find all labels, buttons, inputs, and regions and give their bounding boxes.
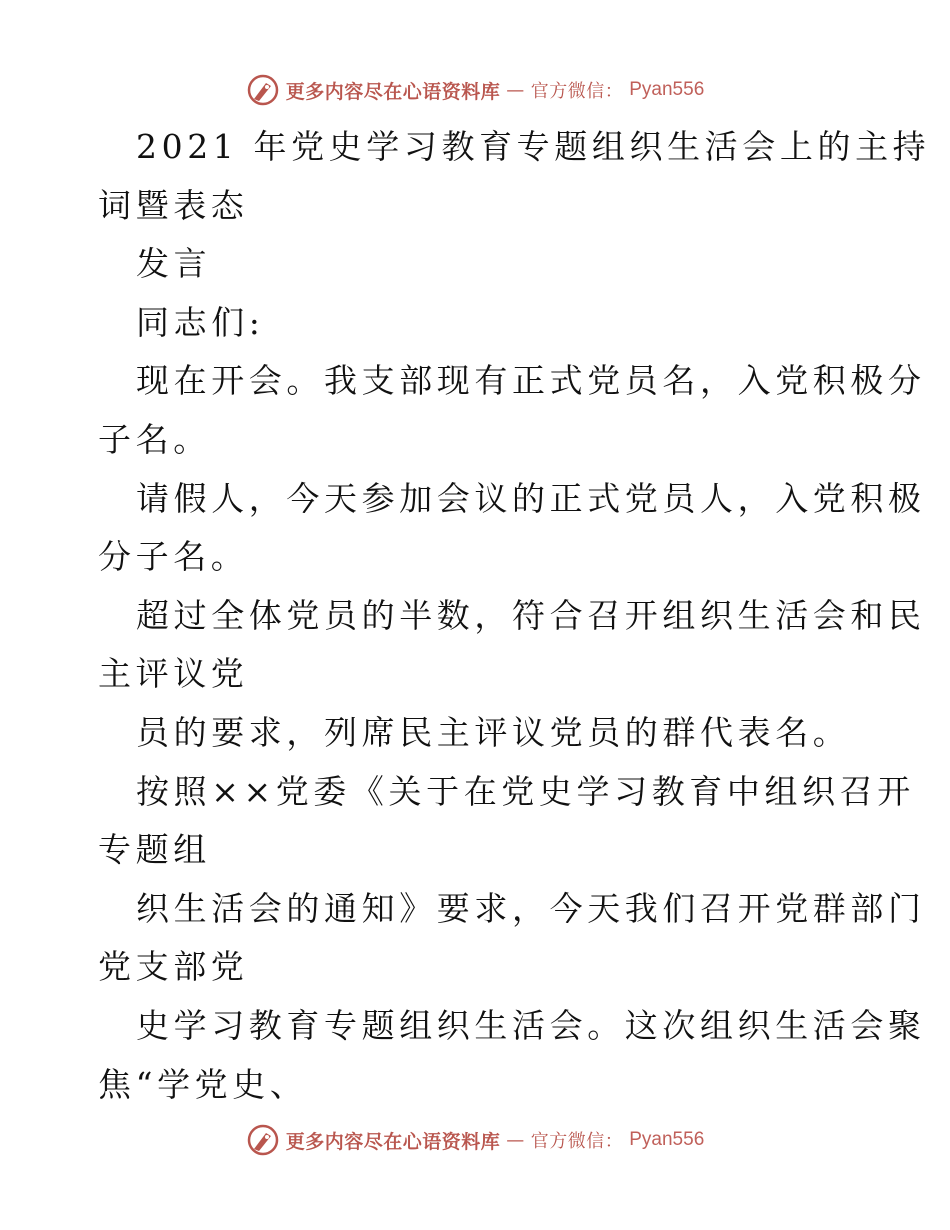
banner-separator: — <box>506 1129 525 1151</box>
body-line: 现在开会。我支部现有正式党员名，入党积极分 <box>136 361 926 401</box>
header-banner <box>0 70 950 110</box>
banner-text: 更多内容尽在心语资料库 <box>285 80 501 103</box>
pen-nib-seal-icon <box>246 1123 280 1157</box>
banner-official-label: 官方微信： <box>530 81 624 102</box>
banner-wechat-id: Pyan556 <box>629 1129 705 1150</box>
body-line: 按照××党委《关于在党史学习教育中组织召开 <box>136 771 915 811</box>
footer-banner <box>0 1120 950 1160</box>
banner-separator: — <box>506 79 525 101</box>
banner-official-label: 官方微信： <box>530 1131 624 1152</box>
body-line: 织生活会的通知》要求，今天我们召开党群部门 <box>136 888 926 928</box>
body-line: 子名。 <box>98 419 211 459</box>
body-line: 主评议党 <box>98 654 249 694</box>
body-line: 超过全体党员的半数，符合召开组织生活会和民 <box>136 595 926 635</box>
banner-text: 更多内容尽在心语资料库 <box>285 1130 501 1153</box>
pen-nib-seal-icon <box>246 73 280 107</box>
body-line: 专题组 <box>98 830 211 870</box>
body-line: 史学习教育专题组织生活会。这次组织生活会聚 <box>136 1005 926 1045</box>
body-line: 焦“学党史、 <box>98 1064 308 1104</box>
title-line-2: 词暨表态 <box>98 185 249 225</box>
salutation: 同志们: <box>136 302 265 342</box>
title-line-3: 发言 <box>136 244 212 284</box>
body-line: 员的要求，列席民主评议党员的群代表名。 <box>136 712 851 752</box>
title-line-1: 2021 年党史学习教育专题组织生活会上的主持 <box>136 127 931 166</box>
body-line: 请假人，今天参加会议的正式党员人，入党积极 <box>136 478 926 518</box>
banner-wechat-id: Pyan556 <box>629 79 705 100</box>
body-line: 党支部党 <box>98 947 249 987</box>
body-line: 分子名。 <box>98 537 249 577</box>
document-body <box>98 118 931 1114</box>
